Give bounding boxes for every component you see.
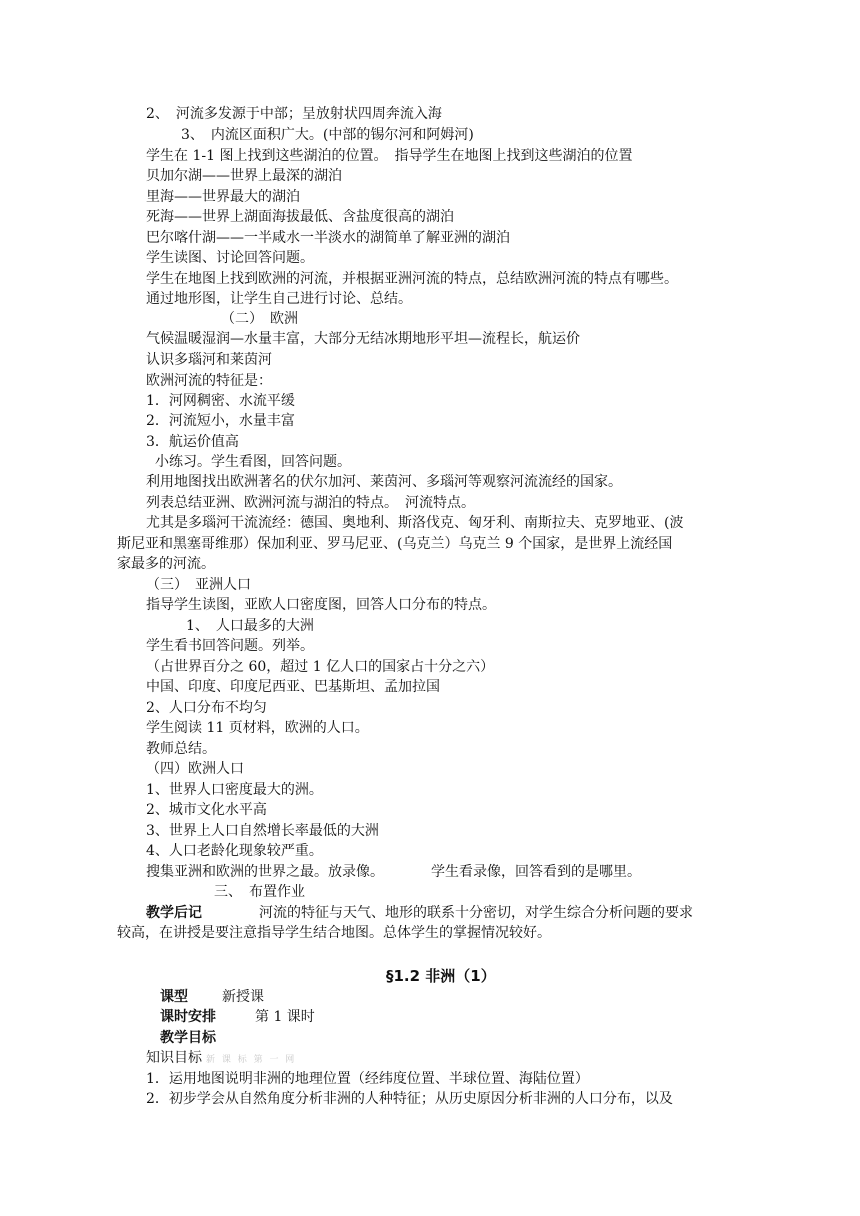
knowledge-label: 知识目标 [146, 1050, 202, 1066]
list-item: 2．初步学会从自然角度分析非洲的人种特征；从历史原因分析非洲的人口分布，以及 [146, 1091, 673, 1107]
text-line: 1、 人口最多的大洲 [186, 618, 314, 634]
text-line: 家最多的河流。 [117, 556, 215, 572]
text-line: 死海——世界上湖面海拔最低、含盐度很高的湖泊 [146, 209, 454, 225]
text-line: 贝加尔湖——世界上最深的湖泊 [146, 168, 342, 184]
schedule-label: 课时安排 [160, 1009, 216, 1025]
section-heading: （二） 欧洲 [221, 311, 298, 327]
list-item: 3、世界上人口自然增长率最低的大洲 [146, 823, 379, 839]
text-line: 斯尼亚和黑塞哥维那）保加利亚、罗马尼亚、(乌克兰）乌克兰 9 个国家，是世界上流经国 [117, 536, 673, 552]
list-item: 3．航运价值高 [146, 434, 239, 450]
text-line: 认识多瑙河和莱茵河 [146, 352, 272, 368]
text-line: 2、人口分布不均匀 [146, 700, 267, 716]
text-line: （占世界百分之 60，超过 1 亿人口的国家占十分之六） [146, 659, 495, 675]
section-heading: （四）欧洲人口 [146, 761, 244, 777]
text-line: 里海——世界最大的湖泊 [146, 189, 300, 205]
schedule-value: 第 1 课时 [255, 1009, 315, 1025]
text-line: 通过地形图，让学生自己进行讨论、总结。 [146, 291, 412, 307]
text-line: 较高，在讲授是要注意指导学生结合地图。总体学生的掌握情况较好。 [117, 925, 551, 941]
reflection-label: 教学后记 [146, 905, 202, 921]
lesson-type-label: 课型 [160, 989, 188, 1005]
text-line: 巴尔喀什湖——一半咸水一半淡水的湖简单了解亚洲的湖泊 [146, 230, 510, 246]
text-line: 2、 河流多发源于中部；呈放射状四周奔流入海 [146, 106, 442, 122]
text-line: 学生阅读 11 页材料，欧洲的人口。 [146, 720, 369, 736]
list-item: 1．河网稠密、水流平缓 [146, 393, 295, 409]
text-line: 学生看书回答问题。列举。 [146, 638, 314, 654]
section-heading: （三） 亚洲人口 [146, 577, 251, 593]
watermark: 新 课 标 第 一 网 [206, 1055, 297, 1065]
text-line: 中国、印度、印度尼西亚、巴基斯坦、孟加拉国 [146, 679, 440, 695]
text-line: 列表总结亚洲、欧洲河流与湖泊的特点。 河流特点。 [146, 495, 475, 511]
list-item: 1．运用地图说明非洲的地理位置（经纬度位置、半球位置、海陆位置） [146, 1071, 589, 1087]
text-line: 尤其是多瑙河干流流经：德国、奥地利、斯洛伐克、匈牙利、南斯拉夫、克罗地亚、(波 [146, 515, 684, 531]
text-line: 欧洲河流的特征是： [146, 373, 272, 389]
objectives-label: 教学目标 [160, 1030, 216, 1046]
text-line: 学生看录像，回答看到的是哪里。 [431, 864, 641, 880]
lesson-title: §1.2 非洲（1） [386, 967, 496, 985]
list-item: 4、人口老龄化现象较严重。 [146, 843, 323, 859]
text-line: 3、 内流区面积广大。(中部的锡尔河和阿姆河) [181, 127, 474, 143]
section-heading: 三、 布置作业 [214, 884, 305, 900]
text-line: 学生在地图上找到欧洲的河流，并根据亚洲河流的特点，总结欧洲河流的特点有哪些。 [146, 271, 678, 287]
text-line: 利用地图找出欧洲著名的伏尔加河、莱茵河、多瑙河等观察河流流经的国家。 [146, 474, 622, 490]
text-line: 学生读图、讨论回答问题。 [146, 250, 314, 266]
list-item: 1、世界人口密度最大的洲。 [146, 782, 323, 798]
text-line: 学生在 1-1 图上找到这些湖泊的位置。 指导学生在地图上找到这些湖泊的位置 [146, 148, 633, 164]
text-line: 指导学生读图，亚欧人口密度图，回答人口分布的特点。 [146, 597, 496, 613]
lesson-type-value: 新授课 [222, 989, 264, 1005]
list-item: 2、城市文化水平高 [146, 802, 267, 818]
text-line: 搜集亚洲和欧洲的世界之最。放录像。 [146, 864, 384, 880]
text-line: 气候温暖湿润—水量丰富，大部分无结冰期地形平坦—流程长，航运价 [146, 331, 580, 347]
text-line: 小练习。学生看图，回答问题。 [155, 454, 351, 470]
list-item: 2．河流短小，水量丰富 [146, 413, 295, 429]
text-line: 教师总结。 [146, 741, 216, 757]
text-line: 河流的特征与天气、地形的联系十分密切，对学生综合分析问题的要求 [259, 905, 693, 921]
